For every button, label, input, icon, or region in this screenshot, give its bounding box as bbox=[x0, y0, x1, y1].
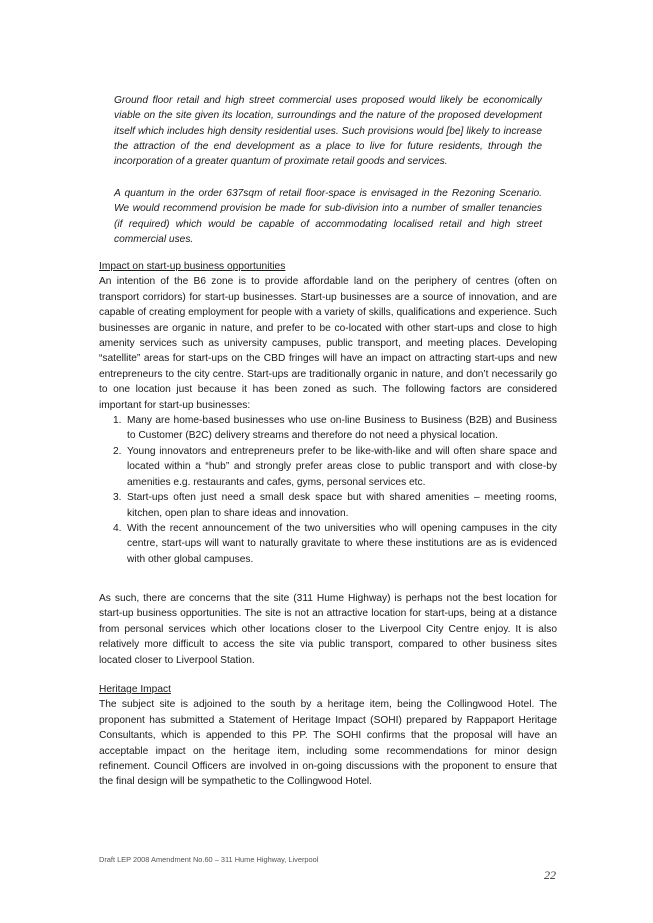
site-concerns-paragraph: As such, there are concerns that the site (311 Hume Highway) is perhaps not the best location for start-up business opportunities. The site is not an attractive location for start-ups, being at a distance from personal services which other locations closer to the Liverpool City Centre enjoy. It is also relatively more difficult to access the site via public transport, compared to other business sites located closer to Liverpool Station. bbox=[99, 593, 557, 666]
factor-number: 4. bbox=[113, 522, 122, 534]
factor-text: Young innovators and entrepreneurs prefer to be like-with-like and will often share space and located within a “hub” and strongly prefer areas close to public transport and with close-by amenities e.g. restaurants and cafes, gyms, personal services etc. bbox=[127, 445, 557, 488]
factor-number: 2. bbox=[113, 445, 122, 457]
heritage-impact-body: The subject site is adjoined to the south by a heritage item, being the Collingwood Hotel. The proponent has submitted a Statement of Heritage Impact (SOHI) prepared by Rappaport Heritage Consultants, which is appended to this PP. The SOHI confirms that the proposal will have an acceptable impact on the heritage item, including some recommendations for minor design refinement. Council Officers are involved in on-going discussions with the proponent to ensure that the final design will be sympathetic to the Collingwood Hotel. bbox=[99, 699, 557, 788]
heritage-impact-heading: Heritage Impact bbox=[99, 684, 171, 695]
start-up-impact-section bbox=[99, 259, 557, 567]
start-up-factors-list bbox=[99, 413, 557, 567]
factor-text: With the recent announcement of the two universities who will opening campuses in the city centre, start-ups will want to naturally gravitate to where these institutions are as is evidenced with other global campuses. bbox=[127, 522, 557, 565]
quote-paragraph-2: A quantum in the order 637sqm of retail floor-space is envisaged in the Rezoning Scenario. We would recommend provision be made for sub-division into a number of smaller tenancies (if required) which would be capable of accommodating localised retail and high street commercial uses. bbox=[114, 188, 542, 245]
page-footer: Draft LEP 2008 Amendment No.60 – 311 Hume Highway, Liverpool bbox=[99, 855, 319, 864]
factor-item bbox=[99, 521, 557, 567]
start-up-impact-body: An intention of the B6 zone is to provide affordable land on the periphery of centres (often on transport corridors) for start-up businesses. Start-up businesses are a source of innovation, and are capable of creating employment for people with a variety of skills, qualifications and experience. Such businesses are organic in nature, and prefer to be co-located with other start-ups and close to high amenity services such as university campuses, public transport, and meeting places. Developing “satellite” areas for start-ups on the CBD fringes will have an impact on attracting start-ups and new entrepreneurs to the city centre. Start-ups are traditionally organic in nature, and don’t necessarily go to one location just because it has been zoned as such. The following factors are considered important for start-up businesses: bbox=[99, 276, 557, 411]
factor-number: 1. bbox=[113, 415, 122, 427]
start-up-impact-heading: Impact on start-up business opportunities bbox=[99, 261, 286, 272]
factor-item bbox=[99, 490, 557, 521]
factor-number: 3. bbox=[113, 492, 122, 504]
site-concerns-section bbox=[99, 591, 557, 668]
heritage-impact-section bbox=[99, 682, 557, 790]
page-number: 22 bbox=[544, 868, 556, 882]
factor-text: Start-ups often just need a small desk space but with shared amenities – meeting rooms, kitchen, open plan to share ideas and innovation. bbox=[127, 492, 557, 519]
factor-item bbox=[99, 444, 557, 490]
quote-paragraph-1: Ground floor retail and high street commercial uses proposed would likely be economically viable on the site given its location, surroundings and the nature of the proposed development itself which includes high density residential uses. Such provisions would [be] likely to increase the attraction of the end development as a place to live for future residents, through the incorporation of a greater quantum of proximate retail goods and services. bbox=[114, 95, 542, 168]
factor-item bbox=[99, 413, 557, 444]
factor-text: Many are home-based businesses who use on-line Business to Business (B2B) and Business to Customer (B2C) delivery streams and therefore do not need a physical location. bbox=[127, 415, 557, 442]
